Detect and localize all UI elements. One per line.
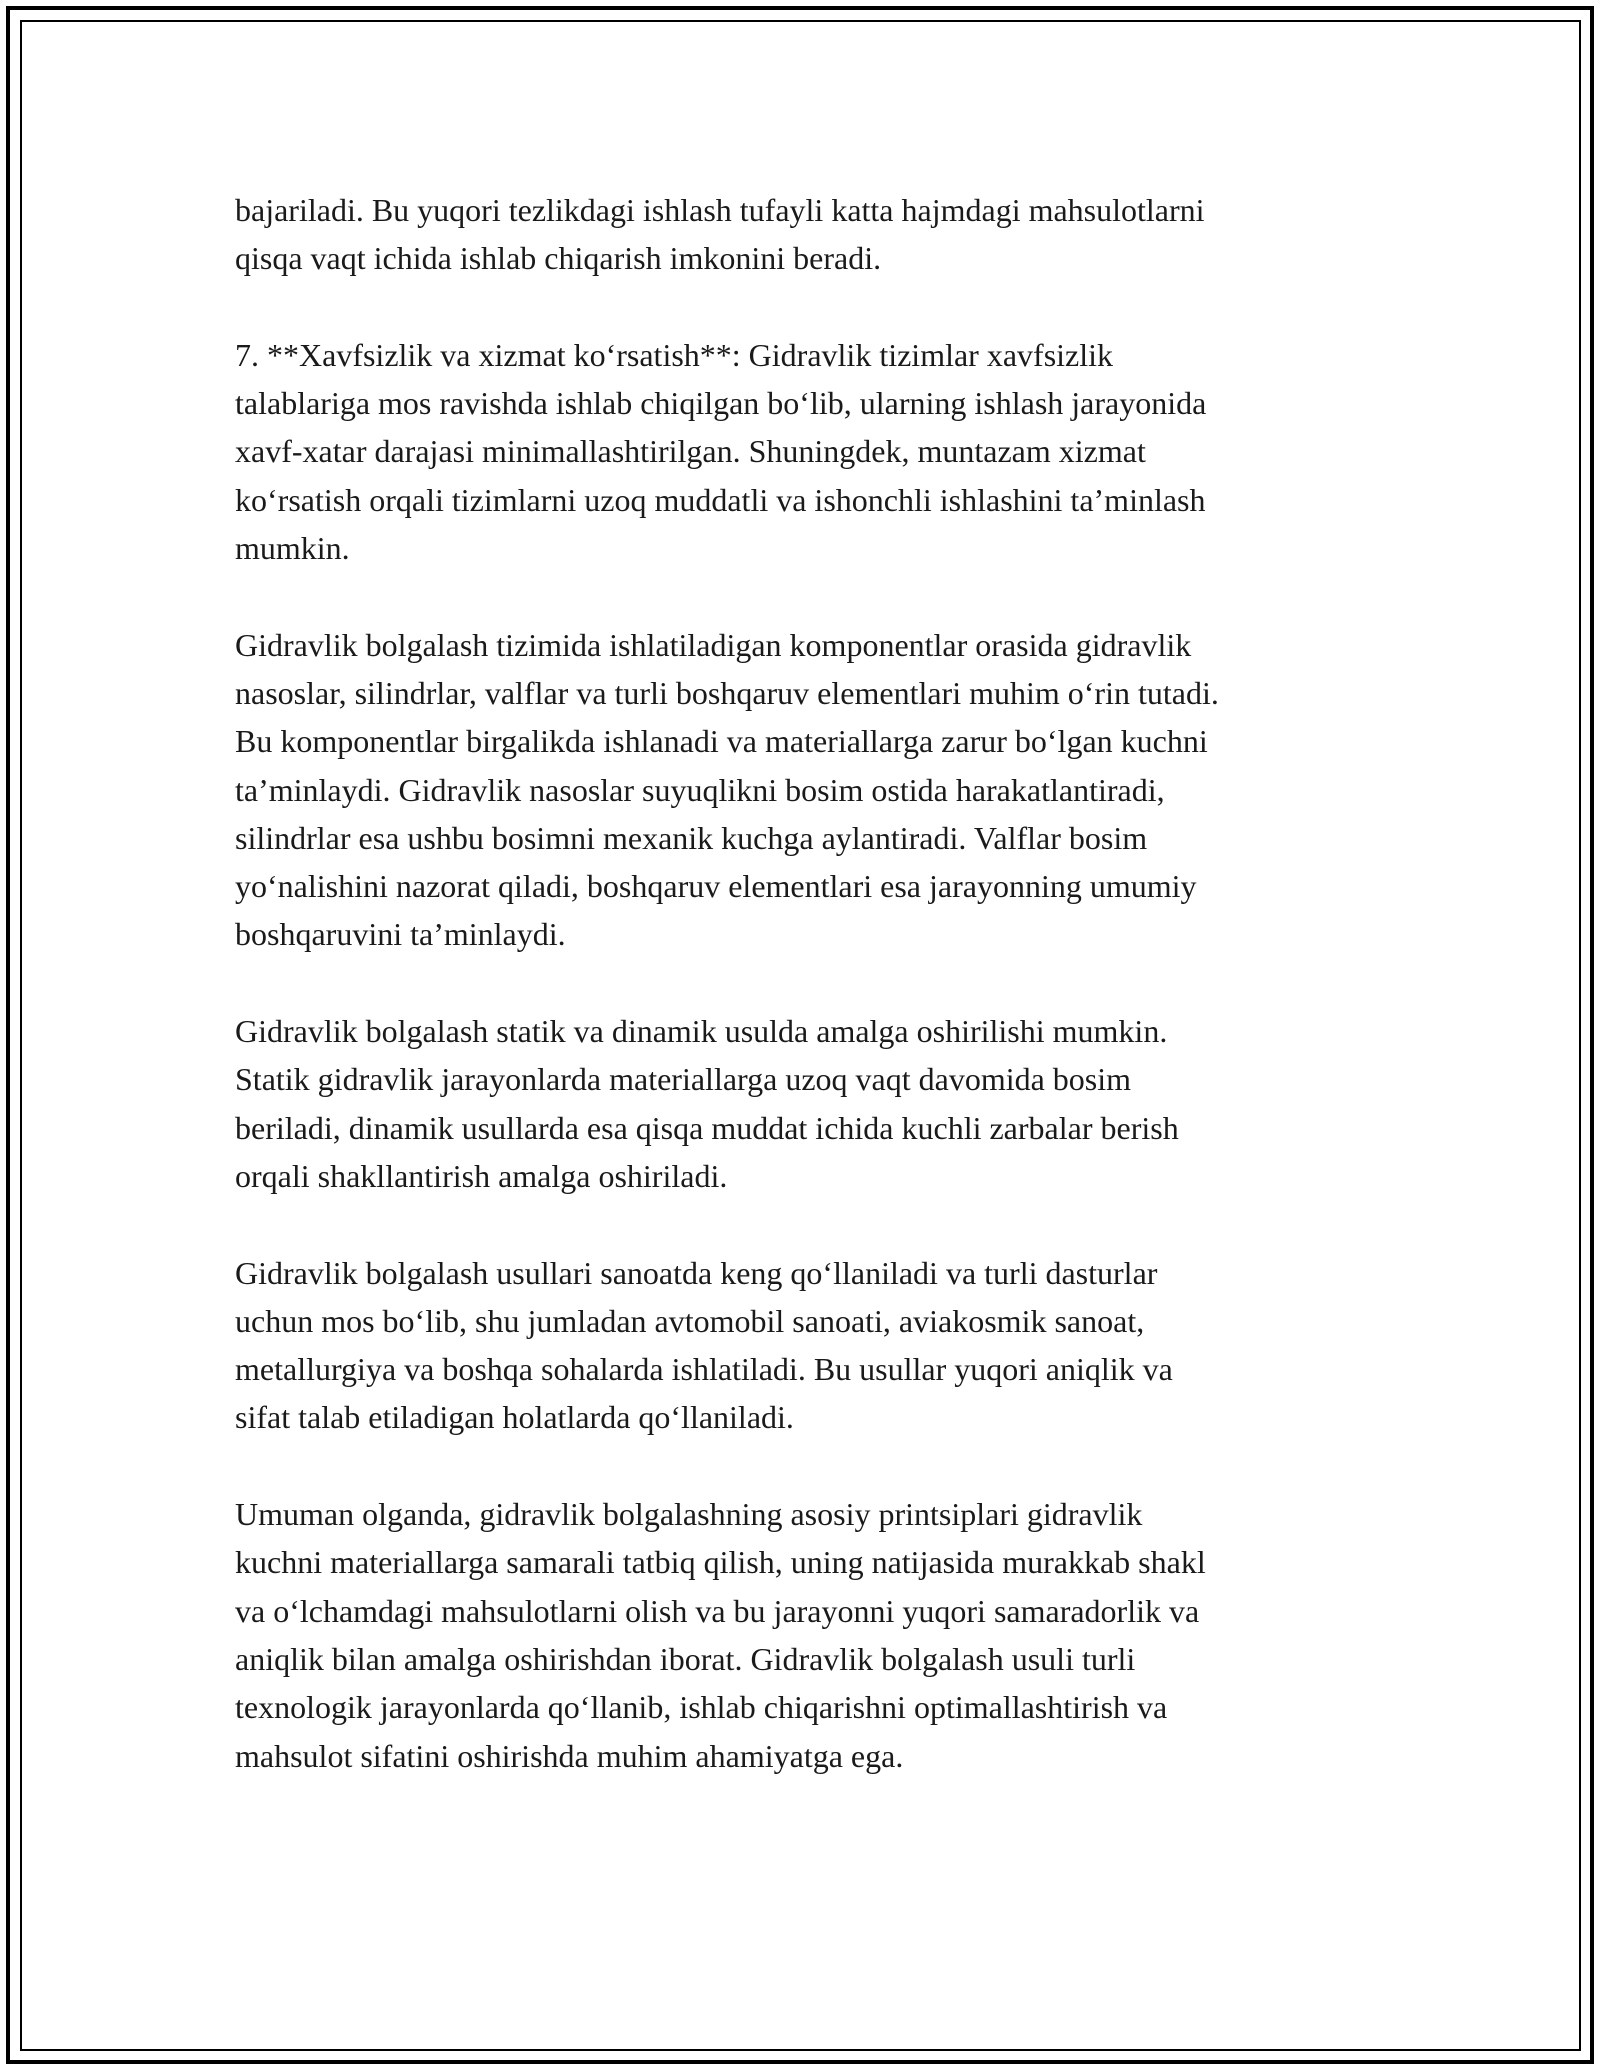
- text-line: aniqlik bilan amalga oshirishdan iborat. Gidravlik bolgalash usuli turli: [235, 1640, 1136, 1677]
- text-line: mumkin.: [235, 530, 350, 567]
- paragraph: [235, 331, 1375, 572]
- text-line: Bu komponentlar birgalikda ishlanadi va materiallarga zarur boʻlgan kuchni: [235, 723, 1208, 760]
- text-line: koʻrsatish orqali tizimlarni uzoq muddatli va ishonchli ishlashini taʼminlash: [235, 481, 1206, 518]
- text-line: xavf-xatar darajasi minimallashtirilgan. Shuningdek, muntazam xizmat: [235, 433, 1146, 470]
- text-line: texnologik jarayonlarda qoʻllanib, ishlab chiqarishni optimallashtirish va: [235, 1689, 1168, 1726]
- paragraph: [235, 621, 1375, 959]
- text-line: 7. **Xavfsizlik va xizmat koʻrsatish**: Gidravlik tizimlar xavfsizlik: [235, 336, 1114, 373]
- text-line: boshqaruvini taʼminlaydi.: [235, 916, 566, 953]
- text-line: qisqa vaqt ichida ishlab chiqarish imkonini beradi.: [235, 240, 882, 277]
- text-line: beriladi, dinamik usullarda esa qisqa muddat ichida kuchli zarbalar berish: [235, 1109, 1179, 1146]
- text-line: orqali shakllantirish amalga oshiriladi.: [235, 1157, 728, 1194]
- paragraph: [235, 1490, 1375, 1780]
- text-line: mahsulot sifatini oshirishda muhim ahamiyatga ega.: [235, 1737, 904, 1774]
- text-line: Umuman olganda, gidravlik bolgalashning asosiy printsiplari gidravlik: [235, 1496, 1143, 1533]
- text-line: uchun mos boʻlib, shu jumladan avtomobil sanoati, aviakosmik sanoat,: [235, 1302, 1145, 1339]
- text-line: va oʻlchamdagi mahsulotlarni olish va bu jarayonni yuqori samaradorlik va: [235, 1592, 1200, 1629]
- document-body: [235, 186, 1375, 1780]
- text-line: bajariladi. Bu yuqori tezlikdagi ishlash tufayli katta hajmdagi mahsulotlarni: [235, 192, 1205, 228]
- text-line: talablariga mos ravishda ishlab chiqilgan boʻlib, ularning ishlash jarayonida: [235, 385, 1207, 422]
- text-line: taʼminlaydi. Gidravlik nasoslar suyuqlikni bosim ostida harakatlantiradi,: [235, 771, 1165, 808]
- text-line: silindrlar esa ushbu bosimni mexanik kuchga aylantiradi. Valflar bosim: [235, 819, 1148, 856]
- text-line: Gidravlik bolgalash tizimida ishlatiladigan komponentlar orasida gidravlik: [235, 626, 1192, 663]
- text-line: kuchni materiallarga samarali tatbiq qilish, uning natijasida murakkab shakl: [235, 1544, 1206, 1581]
- text-line: Gidravlik bolgalash statik va dinamik usulda amalga oshirilishi mumkin.: [235, 1013, 1168, 1050]
- paragraph: [235, 1249, 1375, 1442]
- text-line: nasoslar, silindrlar, valflar va turli boshqaruv elementlari muhim oʻrin tutadi.: [235, 674, 1219, 711]
- text-line: Gidravlik bolgalash usullari sanoatda keng qoʻllaniladi va turli dasturlar: [235, 1254, 1158, 1291]
- text-line: yoʻnalishini nazorat qiladi, boshqaruv elementlari esa jarayonning umumiy: [235, 868, 1197, 905]
- paragraph: [235, 186, 1375, 283]
- paragraph: [235, 1007, 1375, 1200]
- text-line: sifat talab etiladigan holatlarda qoʻllaniladi.: [235, 1399, 794, 1436]
- text-line: metallurgiya va boshqa sohalarda ishlatiladi. Bu usullar yuqori aniqlik va: [235, 1351, 1173, 1388]
- text-line: Statik gidravlik jarayonlarda materiallarga uzoq vaqt davomida bosim: [235, 1061, 1132, 1098]
